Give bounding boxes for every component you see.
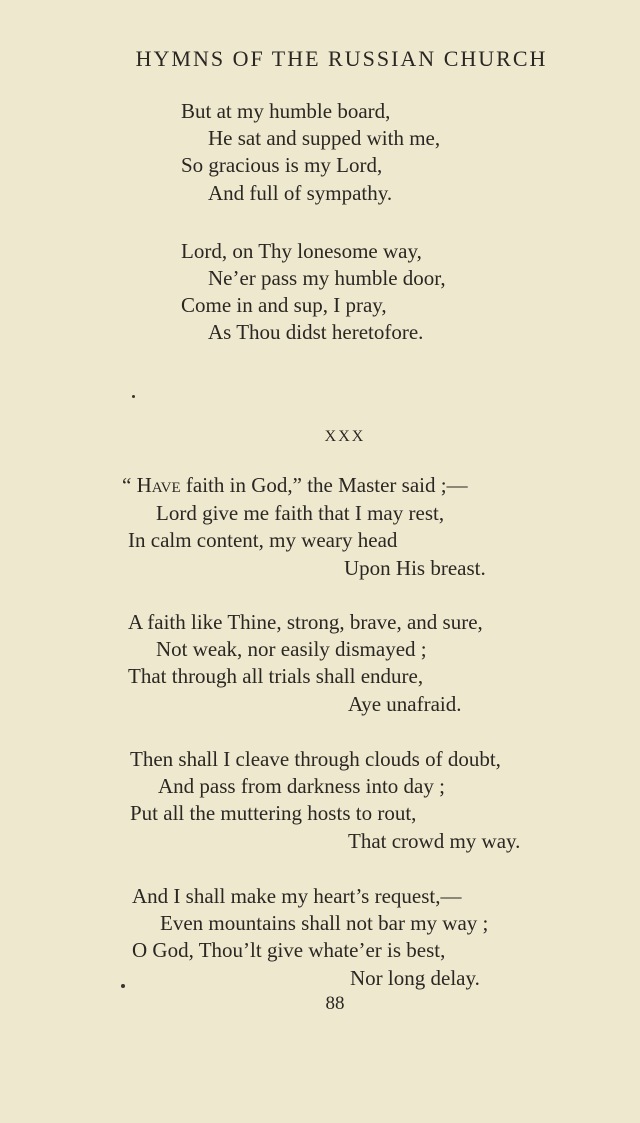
verse-line: Ne’er pass my humble door,	[208, 266, 446, 290]
ink-speck	[121, 984, 125, 988]
verse-line: And pass from darkness into day ;	[158, 774, 445, 798]
first-line-rest: faith in God,” the Master said ;—	[180, 473, 468, 497]
section-number: XXX	[324, 428, 366, 445]
page-number: 88	[325, 993, 345, 1014]
verse-line: Come in and sup, I pray,	[181, 293, 387, 317]
verse-line: So gracious is my Lord,	[181, 153, 383, 177]
verse-line: A faith like Thine, strong, brave, and sure,	[128, 610, 483, 634]
verse-line: Then shall I cleave through clouds of doubt,	[130, 747, 501, 771]
verse-line: In calm content, my weary head	[128, 528, 398, 552]
verse-line: Aye unafraid.	[348, 692, 462, 716]
verse-line: Lord give me faith that I may rest,	[156, 501, 445, 525]
verse-line: And full of sympathy.	[208, 181, 393, 205]
verse-line: Not weak, nor easily dismayed ;	[156, 637, 427, 661]
hymn-first-line	[122, 472, 468, 498]
open-quote: “	[122, 473, 137, 497]
verse-line: That crowd my way.	[348, 829, 521, 853]
verse-line: Even mountains shall not bar my way ;	[160, 911, 489, 935]
verse-line: Put all the muttering hosts to rout,	[130, 801, 417, 825]
verse-line: And I shall make my heart’s request,—	[132, 884, 462, 908]
verse-line: He sat and supped with me,	[208, 126, 441, 150]
verse-line: Upon His breast.	[344, 556, 486, 580]
verse-line: As Thou didst heretofore.	[208, 320, 424, 344]
verse-line: But at my humble board,	[181, 99, 391, 123]
verse-line: Lord, on Thy lonesome way,	[181, 239, 422, 263]
verse-line: That through all trials shall endure,	[128, 664, 424, 688]
running-head: HYMNS OF THE RUSSIAN CHURCH	[135, 46, 548, 71]
ink-speck	[132, 395, 135, 398]
lead-word: Have	[136, 473, 181, 497]
verse-line: Nor long delay.	[350, 966, 480, 990]
verse-line: O God, Thou’lt give whate’er is best,	[132, 938, 446, 962]
